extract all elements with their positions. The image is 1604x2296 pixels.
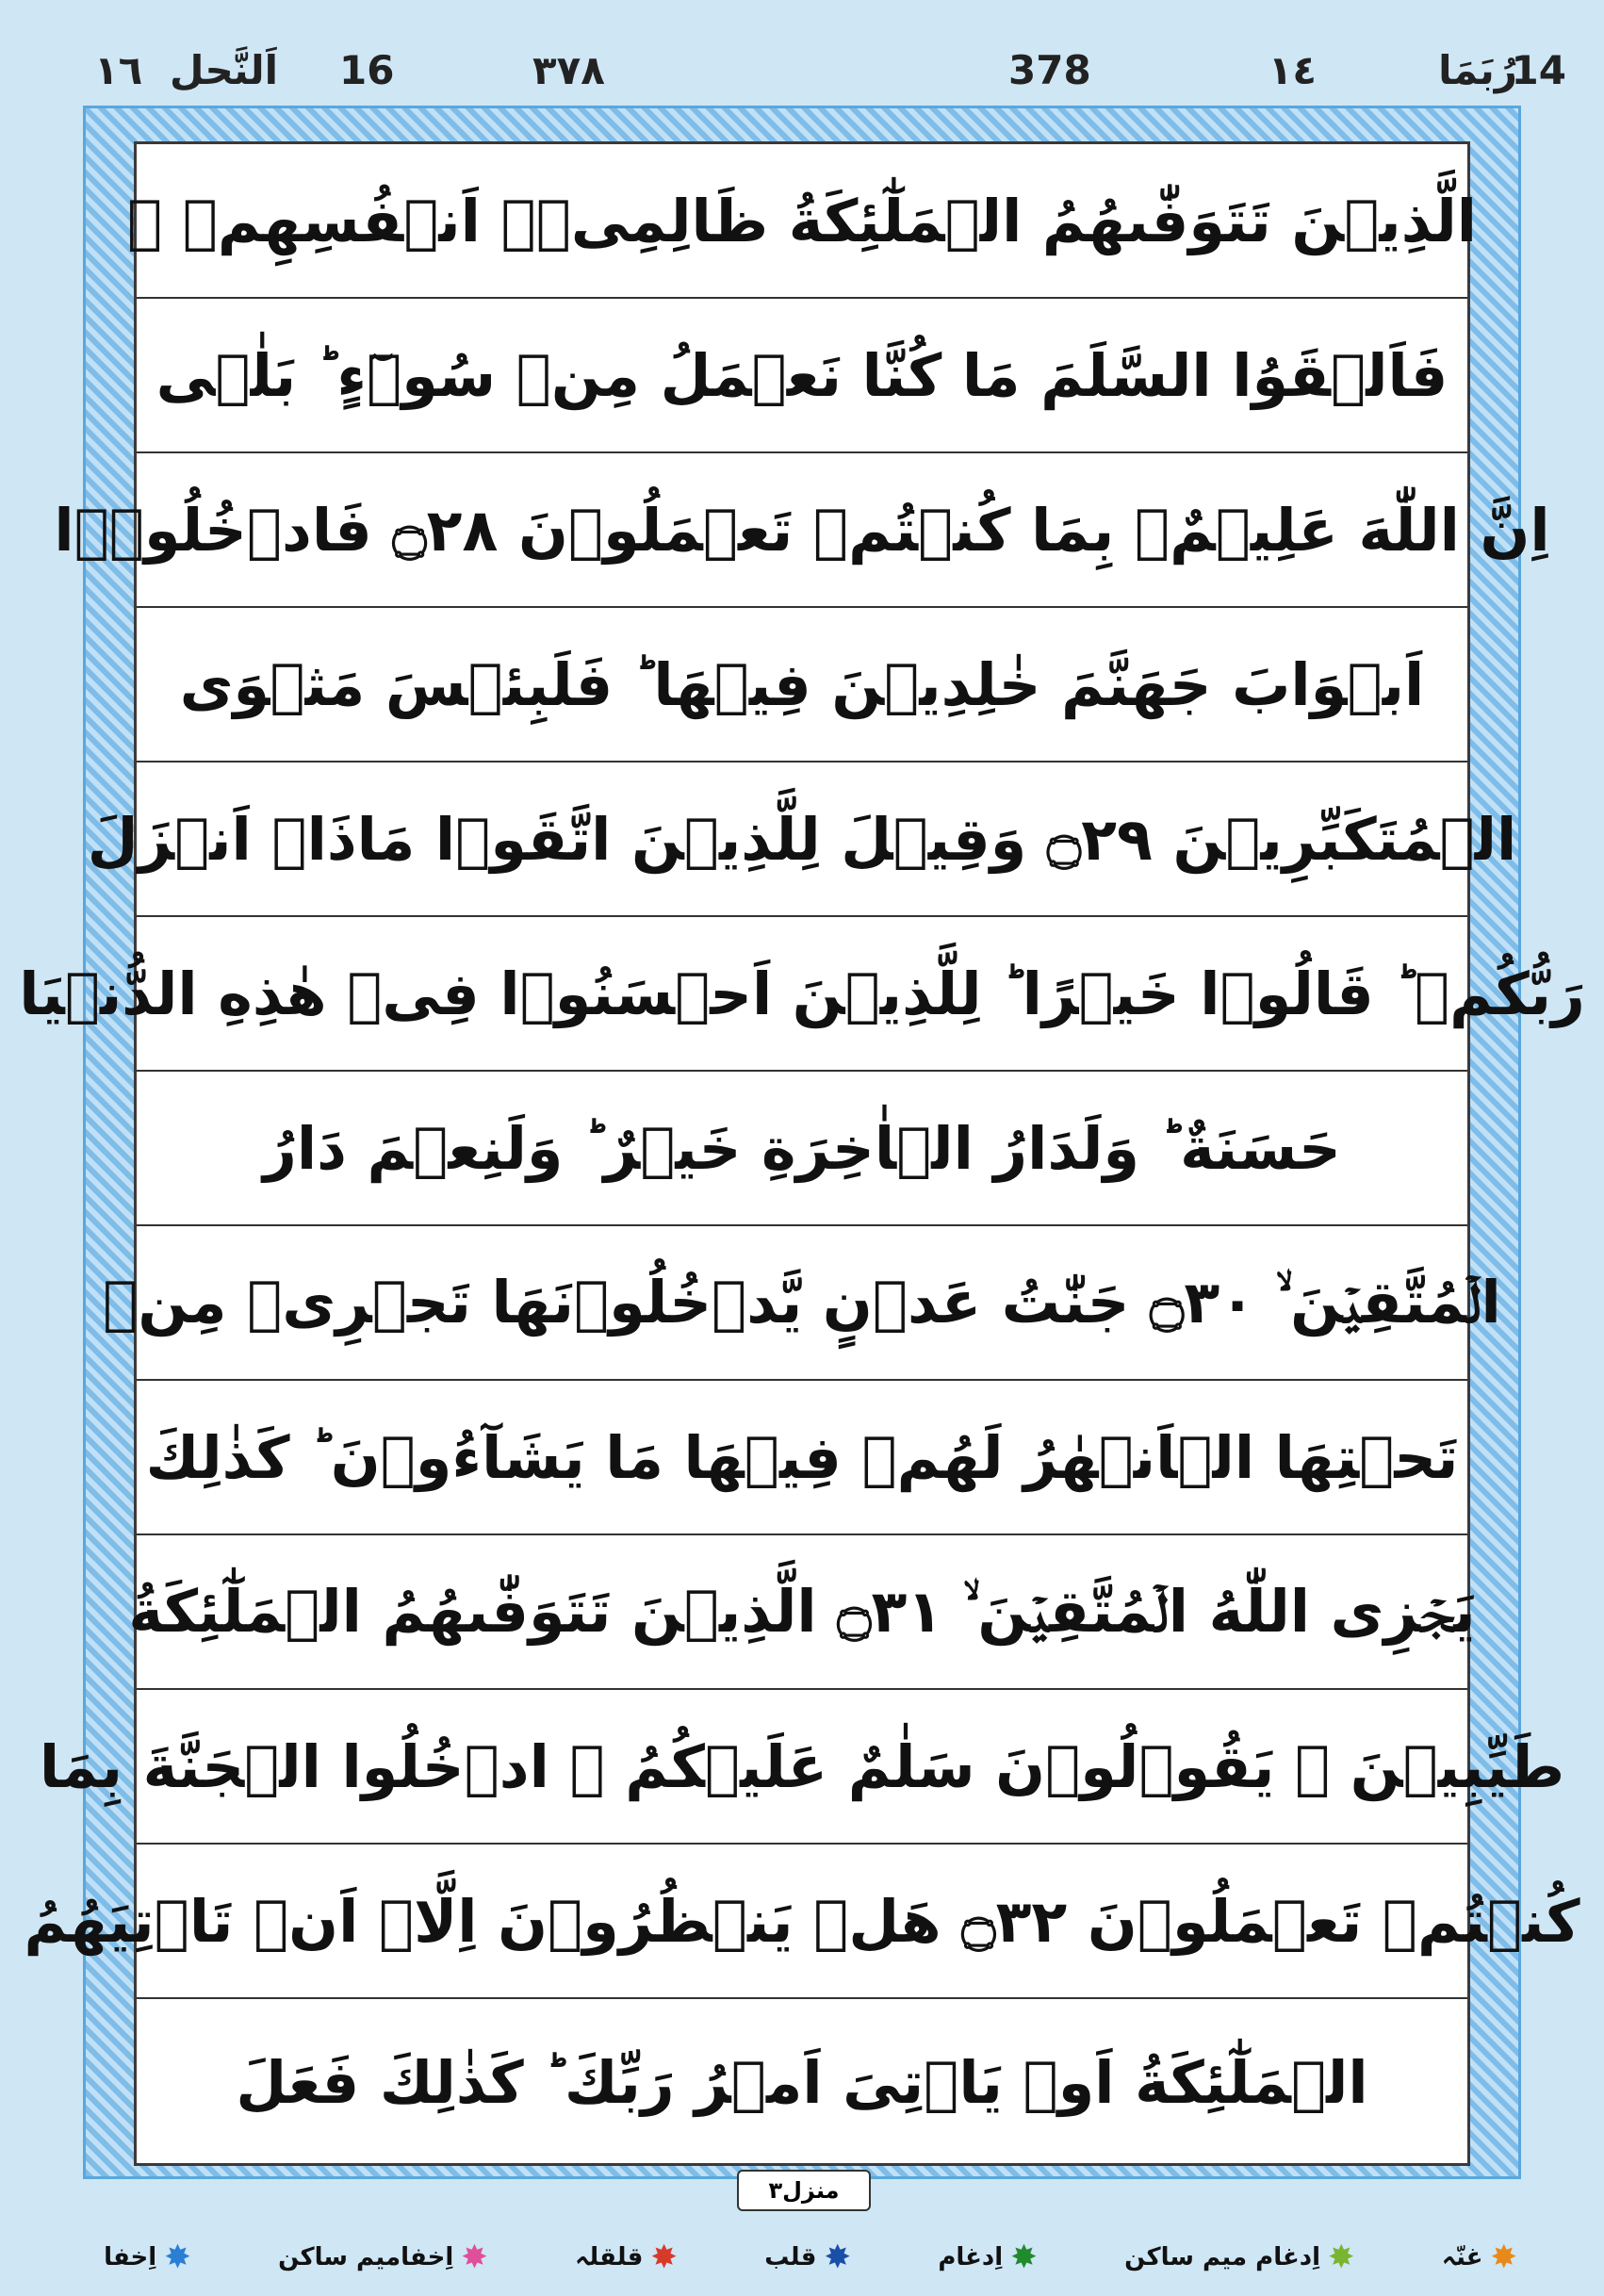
text-line-10: یَجۡزِی اللّٰهُ الۡمُتَّقِیۡنَ ۙ ۝٣١ الَّذِیۡنَ تَتَوَفّٰىهُمُ الۡمَلٰٓئِكَةُ: [137, 1535, 1467, 1690]
star-icon: ✸: [1490, 2239, 1517, 2276]
para-name: رُبَمَا: [1438, 47, 1517, 93]
star-icon: ✸: [461, 2239, 488, 2276]
page-header: [0, 0, 1604, 113]
text-line-11: طَیِّبِیۡنَ ۙ یَقُوۡلُوۡنَ سَلٰمٌ عَلَیۡكُمُ ۙ ادۡخُلُوا الۡجَنَّةَ بِمَا: [137, 1690, 1467, 1845]
tajweed-legend: [104, 2234, 1517, 2281]
text-line-7: حَسَنَةٌ ؕ وَلَدَارُ الۡاٰخِرَةِ خَیۡرٌ ؕ وَلَنِعۡمَ دَارُ: [137, 1072, 1467, 1226]
surah-number-ar: ١٦: [94, 47, 143, 93]
text-line-9: تَحۡتِهَا الۡاَنۡهٰرُ لَهُمۡ فِیۡهَا مَا یَشَآءُوۡنَ ؕ كَذٰلِكَ: [137, 1381, 1467, 1535]
text-line-4: اَبۡوَابَ جَهَنَّمَ خٰلِدِیۡنَ فِیۡهَا ؕ فَلَبِئۡسَ مَثۡوَى: [137, 608, 1467, 763]
surah-number-en: 16: [339, 47, 395, 93]
legend-label: قلب: [764, 2243, 817, 2271]
text-line-13: الۡمَلٰٓئِكَةُ اَوۡ یَاۡتِیَ اَمۡرُ رَبِّكَ ؕ كَذٰلِكَ فَعَلَ: [236, 2047, 1368, 2117]
text-line-5: الۡمُتَكَبِّرِیۡنَ ۝٢٩ وَقِیۡلَ لِلَّذِیۡنَ اتَّقَوۡا مَاذَاۤ اَنۡزَلَ: [137, 763, 1467, 917]
legend-item: [764, 2239, 851, 2276]
legend-label: اِخفامیم ساکن: [278, 2243, 454, 2271]
legend-item: [1124, 2239, 1355, 2276]
page-number-ar: ٣٧٨: [532, 47, 605, 93]
star-icon: ✸: [824, 2239, 851, 2276]
text-line-1: الَّذِیۡنَ تَتَوَفّٰىهُمُ الۡمَلٰٓئِكَةُ ظَالِمِیۡۤ اَنۡفُسِهِمۡ ۖ: [137, 144, 1467, 299]
legend-label: اِدغام: [938, 2243, 1004, 2271]
legend-label: اِخفا: [104, 2243, 157, 2271]
legend-item: [278, 2239, 488, 2276]
legend-label: غنّہ: [1441, 2243, 1483, 2271]
legend-item: [104, 2239, 191, 2276]
star-icon: ✸: [650, 2239, 678, 2276]
para-number-ar: ١٤: [1268, 47, 1317, 93]
manzil-label: منزل٣: [737, 2170, 871, 2211]
star-icon: ✸: [164, 2239, 191, 2276]
star-icon: ✸: [1010, 2239, 1038, 2276]
page-number-en: 378: [1008, 47, 1091, 93]
surah-name: اَلنَّحل: [170, 47, 279, 93]
text-panel: [19, 141, 1585, 2166]
legend-item: [1441, 2239, 1517, 2276]
star-icon: ✸: [1327, 2239, 1355, 2276]
text-line-8: الۡمُتَّقِیۡنَ ۙ ۝٣٠ جَنّٰتُ عَدۡنٍ یَّدۡخُلُوۡنَهَا تَجۡرِیۡ مِنۡ: [137, 1226, 1467, 1381]
legend-label: اِدغام میم ساکن: [1124, 2243, 1320, 2271]
legend-item: [575, 2239, 678, 2276]
text-line-2: فَاَلۡقَوُا السَّلَمَ مَا كُنَّا نَعۡمَلُ مِنۡ سُوۡٓءٍ ؕ بَلٰۤى: [137, 299, 1467, 453]
text-line-12: كُنۡتُمۡ تَعۡمَلُوۡنَ ۝٣٢ هَلۡ یَنۡظُرُوۡنَ اِلَّاۤ اَنۡ تَاۡتِیَهُمُ: [137, 1845, 1467, 1999]
legend-label: قلقلہ: [575, 2243, 644, 2271]
text-line-6: رَبُّكُمۡ ؕ قَالُوۡا خَیۡرًا ؕ لِلَّذِیۡنَ اَحۡسَنُوۡا فِیۡ هٰذِهِ الدُّنۡیَا: [137, 917, 1467, 1072]
legend-item: [938, 2239, 1038, 2276]
text-line-3: اِنَّ اللّٰهَ عَلِیۡمٌۢ بِمَا كُنۡتُمۡ تَعۡمَلُوۡنَ ۝٢٨ فَادۡخُلُوۡۤا: [137, 453, 1467, 608]
para-number-en: 14: [1511, 47, 1566, 93]
